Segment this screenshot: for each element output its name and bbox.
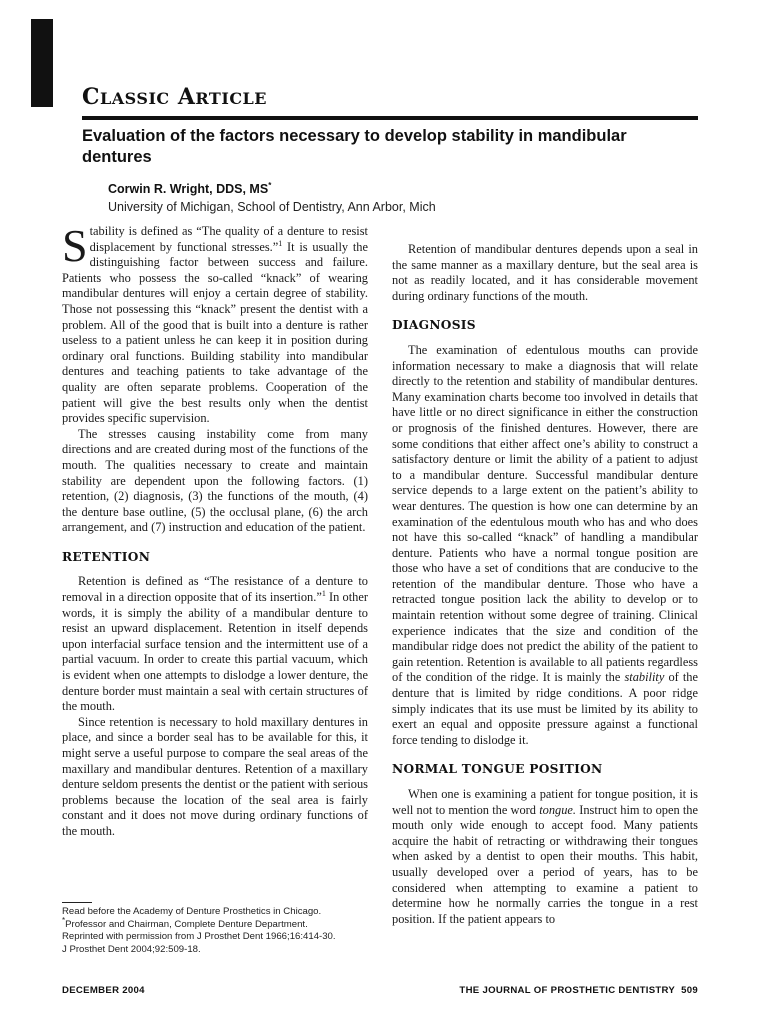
intro-text-rest: It is usually the distinguishing factor between success and failure. Patients who possess the so-called “knack” of wearing mandibular dentures will enjoy a certain degree of stability. Those not possessing this “knack” present the dentist with a problem. All of the good that is built into a denture is rather useless to a patient unless he can keep it in position during ordinary oral functions. Building stability into mandibular dentures and teaching patients to take advantage of the quality are often separate problems. Cooperation of the patient will give the best results only when the dentist provides specific supervision. [62, 239, 368, 426]
section-label-rest: LASSIC [100, 89, 170, 108]
footer-journal-name: THE JOURNAL OF PROSTHETIC DENTISTRY [459, 985, 676, 996]
section-label-letter: C [82, 84, 101, 110]
author-name-text: Corwin R. Wright, DDS, MS [108, 182, 269, 196]
retention-paragraph-3: Retention of mandibular dentures depends upon a seal in the same manner as a maxillary denture, but the seal area is not as readily located, and it has considerable movement during ordinary functions of the mouth. [392, 242, 698, 303]
intro-paragraph-1 [62, 220, 368, 427]
retention-text: Retention is defined as “The resistance of a denture to removal in a direction opposite that of its insertion.” [62, 574, 368, 605]
page-number: 509 [681, 985, 698, 996]
footnote-line: Reprinted with permission from J Prosthet Dent 1966;16:414-30. [62, 931, 336, 943]
diagnosis-text-rest: of the denture that is limited by ridge conditions. A poor ridge simply indicates that its use must be limited by its ability to exert an equal and opposite pressure against a functional force tending to dislodge it. [392, 670, 699, 747]
diagnosis-emphasis: stability [624, 670, 665, 685]
diagnosis-heading: DIAGNOSIS [392, 318, 476, 333]
footnote-line: J Prosthet Dent 2004;92:509-18. [62, 943, 201, 955]
section-label-rest: RTICLE [195, 89, 267, 108]
article-title: Evaluation of the factors necessary to develop stability in mandibular dentures [82, 127, 627, 166]
author-name [108, 182, 271, 196]
right-column [392, 242, 698, 927]
tongue-emphasis: tongue. [539, 802, 577, 817]
footnotes [62, 906, 368, 956]
footer-date: DECEMBER 2004 [62, 985, 145, 996]
intro-text: tability is defined as “The quality of a denture to resist displacement by functional stresses.” [89, 224, 368, 254]
drop-cap: S [62, 220, 88, 271]
tongue-text-rest: Instruct him to open the mouth only wide enough to accept food. Many patients acquire the habit of retracting or withdrawing their tongues when asked by a dentist to open their mouths. This habit, usually developed over a period of years, has to be considered when attempting to examine a patient to determine how he normally carries the tongue in a rest position. If the patient appears to [392, 802, 698, 926]
left-column [62, 220, 369, 840]
author-affiliation: University of Michigan, School of Dentistry, Ann Arbor, Mich [108, 200, 436, 214]
footer-journal [459, 985, 698, 996]
retention-paragraph-1 [62, 574, 368, 714]
black-margin-bar [31, 19, 53, 107]
reference-mark: 1 [321, 588, 326, 598]
footnote-rule [62, 902, 92, 903]
section-label [82, 84, 267, 110]
header-rule [82, 116, 698, 120]
footnote-line [62, 915, 368, 932]
author-footnote-mark: * [268, 180, 272, 190]
reference-mark: 1 [278, 238, 283, 248]
retention-heading: RETENTION [62, 549, 151, 564]
retention-text-rest: In other words, it is simply the ability of a mandibular denture to resist an upward displacement. Retention in itself depends upon interfacial surface tension and the intermittent use of a partial vacuum. In order to create this partial vacuum, which is evident when one attempts to dislodge a lower denture, the denture border must maintain a seal with certain structures of the mouth. [62, 590, 369, 714]
retention-paragraph-2: Since retention is necessary to hold maxillary dentures in place, and since a border seal has to be available for this, it might serve a useful purpose to compare the seal areas of the maxillary and mandibular dentures. Retention of a maxillary denture seldom presents the dentist or the patient with serious problems because the location of the seal area is fairly constant and it does not move during ordinary functions of the mouth. [62, 714, 368, 838]
diagnosis-text: The examination of edentulous mouths can provide information necessary to make a diagnosis that will relate directly to the retention and stability of mandibular dentures. Many examination charts become too involved in details that have little or no direct significance in either the construction or prognosis of the finished dentures. However, there are some conditions that either affect one’s ability to construct a satisfactory denture or limit the ability of a patient to adjust to a mandibular denture. Successful mandibular denture service depends to a large extent on the patient’s ability to wear dentures. The question is how one can determine by an examination of the edentulous mouth who has and who does not have this so-called “knack” of handling a mandibular denture. Patients who have a normal tongue position are those who have a set of conditions that are conducive to the retention of the mandibular denture. Those who have a retracted tongue position lack the ability to develop or to maintain retention without some degree of training. Clinical experience indicates that the size and condition of the mandibular ridge does not predict the ability of the patient to gain retention. Retention is available to all patients regardless of the condition of the ridge. It is mainly the [392, 342, 698, 685]
footnote-mark: * [62, 915, 66, 925]
footnote-text: Professor and Chairman, Complete Denture Department. [65, 918, 308, 930]
tongue-text: When one is examining a patient for tongue position, it is well not to mention the word [392, 787, 698, 817]
tongue-position-heading: NORMAL TONGUE POSITION [392, 762, 603, 777]
footnote-line: Read before the Academy of Denture Prosthetics in Chicago. [62, 906, 322, 917]
intro-paragraph-2: The stresses causing instability come from many directions and are created during most of the functions of the mouth. The qualities necessary to create and maintain stability are dependent upon the following factors. (1) retention, (2) diagnosis, (3) the functions of the mouth, (4) the denture base outline, (5) the occlusal plane, (6) the arch arrangement, and (7) instruction and education of the patient. [62, 426, 368, 535]
diagnosis-paragraph [392, 343, 698, 748]
section-label-letter: A [177, 84, 196, 110]
tongue-position-paragraph [392, 787, 698, 927]
